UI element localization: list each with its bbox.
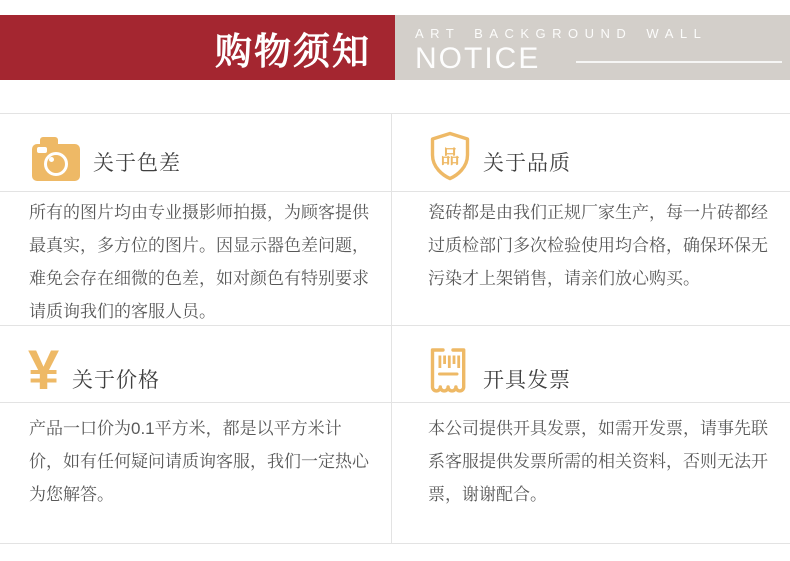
header-banner-red	[0, 15, 395, 80]
page-title: 购物须知	[215, 30, 371, 72]
divider-horizontal-5	[0, 543, 790, 544]
shield-quality-icon	[428, 131, 472, 181]
camera-icon-highlight	[49, 157, 54, 162]
section-body-price: 产品一口价为0.1平方米，都是以平方米计价，如有任何疑问请质询客服，我们一定热心为您解答。	[29, 419, 369, 504]
yuan-price-icon: ¥	[28, 338, 60, 401]
header-banner-gray	[395, 15, 790, 80]
section-title-invoice: 开具发票	[483, 369, 571, 392]
divider-horizontal-4	[0, 402, 790, 403]
section-title-color-difference: 关于色差	[93, 152, 181, 175]
divider-vertical-center	[391, 113, 392, 543]
camera-icon-lens	[44, 152, 68, 176]
camera-icon	[32, 137, 80, 181]
shield-icon-character: 品	[440, 147, 460, 168]
header-subtitle-english: ART BACKGROUND WALL	[415, 26, 708, 41]
invoice-receipt-icon	[428, 347, 468, 395]
invoice-icon-barcode	[438, 356, 460, 376]
header-notice-row	[415, 42, 782, 76]
section-body-invoice: 本公司提供开具发票，如需开发票，请事先联系客服提供发票所需的相关资料，否则无法开票，谢谢配合。	[428, 419, 768, 504]
header-notice-label: NOTICE	[415, 42, 541, 75]
header-decorative-line	[576, 61, 782, 63]
section-title-quality: 关于品质	[483, 152, 571, 175]
divider-horizontal-1	[0, 113, 790, 114]
section-title-price: 关于价格	[72, 369, 160, 392]
divider-horizontal-2	[0, 191, 790, 192]
section-body-quality: 瓷砖都是由我们正规厂家生产，每一片砖都经过质检部门多次检验使用均合格，确保环保无污染才上架销售，请亲们放心购买。	[428, 203, 768, 288]
section-body-color-difference: 所有的图片均由专业摄影师拍摄，为顾客提供最真实，多方位的图片。因显示器色差问题，难免会存在细微的色差，如对颜色有特别要求请质询我们的客服人员。	[29, 203, 369, 321]
camera-icon-flash	[37, 147, 47, 153]
